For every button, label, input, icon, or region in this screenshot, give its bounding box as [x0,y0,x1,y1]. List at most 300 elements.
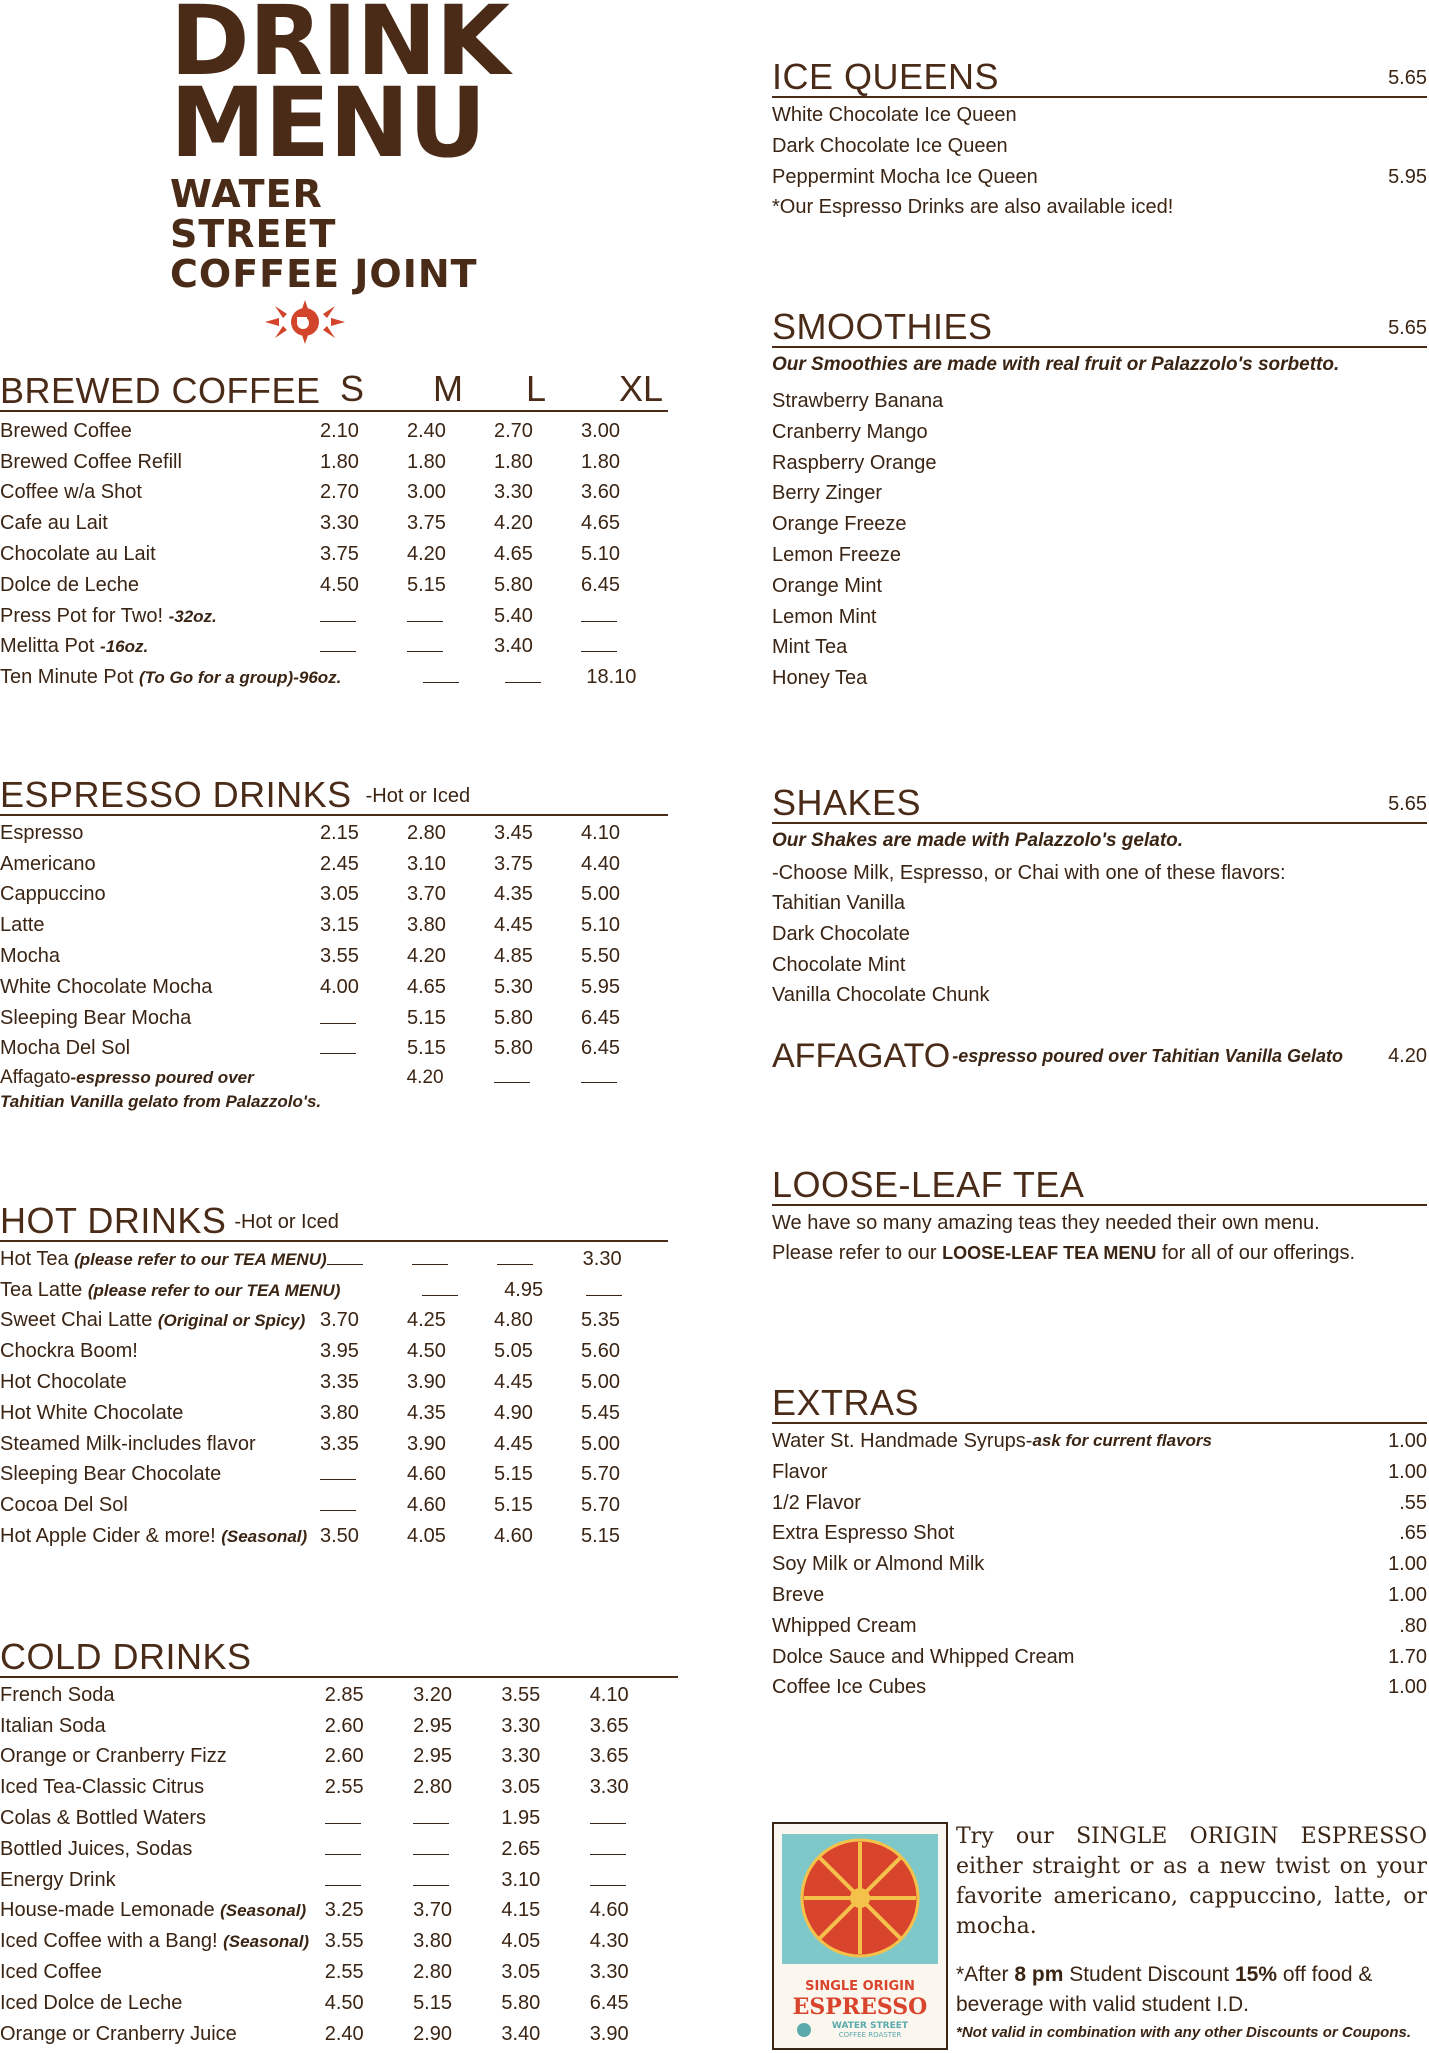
price-xl: 3.30 [589,1961,629,1984]
item-name [0,420,320,443]
price-s: 3.55 [319,945,359,968]
item-label: Vanilla Chocolate Chunk [772,984,990,1007]
item-label: Cranberry Mango [772,420,928,443]
price-dash [407,605,494,628]
brewed-coffee-title: BREWED COFFEE [0,370,321,411]
price-s: 3.25 [324,1899,364,1922]
price-m: 5.15 [406,1037,446,1060]
price-dash [581,635,668,658]
item-label: Italian Soda [0,1714,106,1737]
badge-line4: COFFEE ROASTER [838,2031,902,2039]
item-label: Ten Minute Pot [0,666,139,689]
menu-row [0,972,668,1003]
price-dash-line [407,639,443,652]
price-m: 3.90 [406,1371,446,1394]
logo-line-coffee-joint: COFFEE JOINT [170,252,478,296]
item-name [0,451,320,474]
promo-espresso-text: Try our SINGLE ORIGIN ESPRESSO either straight or as a new twist on your favorite americano, cappuccino, latte, or mocha. [956,1824,1427,1939]
item-price: 1.00 [1388,1583,1427,1606]
item-name [0,1715,325,1738]
list-item [772,980,1427,1011]
single-origin-promo [772,1822,1427,2048]
item-label: Lemon Freeze [772,543,901,566]
espresso-title: ESPRESSO DRINKS [0,774,352,815]
item-label: Dark Chocolate [772,922,910,945]
price-dash-line [325,1842,361,1855]
item-note: -16oz. [100,637,149,657]
list-item [772,1518,1427,1549]
item-label: Energy Drink [0,1868,116,1891]
item-price: .65 [1399,1522,1427,1545]
price-l: 1.95 [501,1807,541,1830]
price-dash-line [423,670,459,683]
loose-leaf-tea-title: LOOSE-LEAF TEA [772,1164,1085,1205]
item-price: 1.00 [1388,1430,1427,1452]
price-dash [413,1807,501,1830]
cold-drinks-header [0,1636,678,1678]
price-xl: 5.70 [581,1494,620,1517]
tea-line2 [772,1238,1427,1268]
price-dash [581,605,668,628]
item-label: Mint Tea [772,636,848,659]
price-xl: 3.65 [589,1745,629,1768]
price-dash-line [590,1873,626,1886]
shakes-price: 5.65 [1388,793,1427,815]
menu-row [0,1680,678,1711]
item-name [0,1776,325,1799]
item-name [0,976,320,999]
menu-row [0,570,668,601]
item-note: (please refer to our TEA MENU) [87,1280,341,1300]
price-xl: 4.30 [589,1930,629,1953]
item-label: Chocolate Mint [772,953,906,976]
item-label: Soy Milk or Almond Milk [772,1553,985,1576]
price-s: 1.80 [319,450,359,473]
price-m: 3.90 [406,1432,446,1455]
menu-row [0,1306,668,1337]
item-note: (Seasonal) [223,1932,310,1952]
price-m: 4.20 [406,945,446,968]
menu-row [0,1865,678,1896]
menu-row [0,1490,668,1521]
item-name [0,1402,320,1425]
shakes-title: SHAKES [772,782,922,823]
price-dash [325,1838,413,1861]
extras-header [772,1382,1427,1424]
price-dash [413,1869,501,1892]
item-label: Melitta Pot [0,635,101,658]
hot-drinks-header [0,1200,668,1242]
menu-row [0,447,668,478]
item-label: Strawberry Banana [772,390,944,412]
price-s: 4.50 [319,573,359,596]
menu-row [0,1803,678,1834]
item-name [0,1279,340,1302]
item-label: Whipped Cream [772,1614,917,1637]
price-xl: 4.60 [589,1899,629,1922]
item-name [0,1309,320,1332]
menu-row [0,941,668,972]
price-s: 4.00 [319,975,359,998]
price-xl: 3.30 [589,1776,629,1799]
espresso-affagato-price: 4.20 [406,1067,444,1089]
item-label: Iced Tea-Classic Citrus [0,1776,205,1799]
price-s: 3.55 [324,1930,364,1953]
item-label: Hot Chocolate [0,1371,127,1394]
hot-drinks-title: HOT DRINKS [0,1200,227,1241]
list-item [772,950,1427,981]
price-s: 2.85 [324,1683,364,1706]
menu-row [0,478,668,509]
brewed-coffee-header [0,370,668,412]
price-m: 2.80 [406,821,446,844]
item-label: Breve [772,1583,825,1606]
price-m: 5.15 [413,1991,452,2014]
price-l: 5.05 [494,1340,533,1363]
item-price: 1.00 [1388,1676,1427,1699]
price-l: 5.15 [494,1463,533,1486]
price-dash [320,635,407,658]
smoothies-title: SMOOTHIES [772,306,993,347]
cold-drinks-title: COLD DRINKS [0,1636,252,1677]
tea-line2c: for all of our offerings. [1156,1242,1356,1264]
item-label: Extra Espresso Shot [772,1522,955,1545]
item-name [0,1684,325,1707]
price-dash [320,1463,407,1486]
item-label: Bottled Juices, Sodas [0,1837,193,1860]
menu-row [0,632,668,663]
price-xl: 6.45 [581,1006,620,1029]
price-xl: 5.60 [581,1340,620,1363]
price-m: 3.80 [406,914,446,937]
price-l: 5.80 [501,1991,541,2014]
price-dash-line [505,670,541,683]
item-label: Lemon Mint [772,605,877,628]
price-xl: 3.90 [589,2022,629,2045]
price-l: 5.80 [494,573,533,596]
price-m: 2.95 [413,1714,452,1737]
item-name [0,1037,320,1060]
item-label: Coffee Ice Cubes [772,1676,927,1699]
price-dash [590,1807,678,1830]
badge-line2: ESPRESSO [792,1994,928,2020]
price-dash-line [581,609,617,622]
menu-row [0,818,668,849]
size-l-label: L [526,368,547,409]
item-name [0,635,320,658]
price-m: 2.80 [413,1776,452,1799]
price-dash-line [320,1498,356,1511]
item-label: Berry Zinger [772,482,883,505]
price-dash-line [590,1811,626,1824]
list-item [772,919,1427,950]
price-s: 3.15 [319,914,359,937]
price-s: 3.35 [319,1432,359,1455]
price-l: 3.45 [494,821,533,844]
price-s: 2.55 [324,1776,364,1799]
item-name [0,1930,325,1953]
menu-row [0,1834,678,1865]
item-name [0,1433,320,1456]
espresso-subtitle: -Hot or Iced [365,785,471,807]
price-m: 3.20 [413,1683,452,1706]
price-dash [320,605,407,628]
price-l: 5.15 [494,1494,533,1517]
price-dash-line [413,1842,449,1855]
item-label: Americano [0,852,96,875]
menu-row [0,508,668,539]
hot-drinks-list [0,1244,668,1552]
item-label: Hot White Chocolate [0,1401,184,1424]
price-m: 3.70 [406,883,446,906]
price-l: 3.30 [501,1714,541,1737]
item-label: Orange Freeze [772,513,907,536]
price-m: 2.80 [413,1961,452,1984]
item-label: Cocoa Del Sol [0,1494,128,1517]
brewed-coffee-section [0,370,668,693]
item-label: Dark Chocolate Ice Queen [772,134,1008,157]
item-label: Coffee w/a Shot [0,481,142,504]
price-l: 3.30 [494,481,533,504]
promo-t2a: *After [956,1963,1015,1986]
price-dash-line [327,1252,363,1265]
item-name [0,481,320,504]
price-s: 2.70 [319,481,359,504]
price-m: 3.75 [406,512,446,535]
item-label: Raspberry Orange [772,451,937,474]
price-l: 3.75 [494,852,533,875]
single-origin-badge [772,1822,948,2050]
price-m: 2.40 [406,419,446,442]
item-note: (Original or Spicy) [157,1311,306,1331]
price-m: 4.35 [406,1401,446,1424]
item-label: 1/2 Flavor [772,1491,861,1514]
price-s: 2.45 [319,852,359,875]
shakes-header [772,782,1427,824]
price-dash-line [422,1283,458,1296]
price-l: 4.65 [494,543,533,566]
price-m: 3.00 [406,481,446,504]
price-m: 5.15 [406,573,446,596]
affagato-note: -espresso poured over Tahitian Vanilla Gelato [952,1045,1343,1066]
menu-row [0,1034,668,1065]
menu-row [0,1742,678,1773]
price-dash [412,1248,497,1271]
list-item [772,1580,1427,1611]
price-dash-line [320,609,356,622]
badge-line1: SINGLE ORIGIN [805,1979,915,1994]
smoothies-note: Our Smoothies are made with real fruit or Palazzolo's sorbetto. [772,354,1340,375]
price-m: 4.25 [406,1309,446,1332]
item-label: Sweet Chai Latte [0,1309,158,1332]
menu-row [0,1926,678,1957]
price-dash [325,1869,413,1892]
affagato-price: 4.20 [1388,1044,1427,1067]
smoothies-list [772,386,1427,694]
list-item [772,571,1427,602]
menu-row [0,1429,668,1460]
item-name [0,1371,320,1394]
price-m: 1.80 [406,450,446,473]
ice-queens-section [772,56,1427,223]
price-m: 3.10 [406,852,446,875]
price-s: 2.15 [319,821,359,844]
price-dash [497,1248,582,1271]
price-dash [320,1007,407,1030]
extras-section [772,1382,1427,1703]
item-label: Press Pot for Two! [0,604,169,627]
price-l: 5.30 [494,975,533,998]
price-s: 3.75 [319,543,359,566]
menu-row [0,1896,678,1927]
menu-row [0,880,668,911]
logo-line-menu: MENU [170,67,486,179]
list-item [772,602,1427,633]
menu-row [0,1275,668,1306]
item-label: Dolce de Leche [0,573,139,596]
item-label: Steamed Milk-includes flavor [0,1432,256,1455]
item-name [0,1007,320,1030]
item-name [0,574,320,597]
list-item [772,100,1427,131]
price-dash-line [590,1842,626,1855]
price-s: 2.10 [319,419,359,442]
price-xl: 4.10 [581,821,620,844]
menu-row [0,1521,668,1552]
item-note: (please refer to our TEA MENU) [74,1249,327,1269]
price-s: 3.30 [319,512,359,535]
price-l: 3.30 [501,1745,541,1768]
item-price: .80 [1399,1614,1427,1637]
price-s: 3.05 [319,883,359,906]
menu-row [0,1711,678,1742]
item-price: 5.95 [1388,165,1427,188]
shakes-section [772,782,1427,1011]
item-label: Chockra Boom! [0,1340,138,1363]
list-item [772,1426,1427,1457]
price-dash-line [413,1873,449,1886]
espresso-affagato-note2: Tahitian Vanilla gelato from Palazzolo's. [0,1092,322,1112]
item-label: Espresso [0,821,84,844]
price-xl: 6.45 [581,573,620,596]
menu-row [0,539,668,570]
list-item [772,1611,1427,1642]
price-xl: 6.45 [581,1037,620,1060]
price-s: 3.35 [319,1371,359,1394]
promo-t2e: off food & beverage with valid student I.D. [956,1963,1373,2016]
item-name [0,1869,325,1892]
sun-cup-icon [265,300,500,349]
price-l: 1.80 [494,450,533,473]
list-item [772,888,1427,919]
price-m: 5.15 [406,1006,446,1029]
list-item [772,1672,1427,1703]
price-xl: 3.00 [581,419,620,442]
item-label: Honey Tea [772,667,868,690]
list-item [772,663,1427,694]
espresso-affagato-note1: -espresso poured over [70,1068,254,1088]
ice-queens-header [772,56,1427,98]
badge-line3: WATER STREET [831,2021,909,2031]
price-dash [505,666,587,689]
tea-menu-ref: LOOSE-LEAF TEA MENU [942,1243,1157,1263]
logo-line-water-street: WATER STREET [170,172,337,256]
loose-leaf-tea-text [772,1208,1427,1268]
item-label: Iced Coffee [0,1961,102,1984]
affagato-section [772,1034,1427,1078]
item-label: Tea Latte [0,1278,88,1301]
promo-student-discount [956,1960,1427,2020]
item-label: Brewed Coffee Refill [0,450,182,473]
price-dash-line [325,1873,361,1886]
item-name [0,1340,320,1363]
item-name [0,2023,325,2046]
menu-row [0,1367,668,1398]
price-xl: 5.35 [581,1309,620,1332]
list-item [772,1642,1427,1673]
item-label: Dolce Sauce and Whipped Cream [772,1645,1075,1668]
price-m: 4.20 [406,543,446,566]
item-label: Orange Mint [772,574,883,597]
item-name [0,605,320,628]
ice-queens-title: ICE QUEENS [772,56,1000,97]
price-l: 3.55 [501,1683,541,1706]
item-name [0,1961,325,1984]
menu-row [0,1336,668,1367]
price-xl: 5.15 [581,1525,620,1548]
promo-text [944,1822,1427,2041]
tea-line2a: Please refer to our [772,1242,943,1264]
list-item [772,192,1427,223]
ice-queens-price: 5.65 [1388,67,1427,89]
item-label: Sleeping Bear Chocolate [0,1463,222,1486]
item-name [0,1838,325,1861]
price-m: 3.70 [413,1899,452,1922]
price-xl: 5.00 [581,1371,620,1394]
list-item [772,1488,1427,1519]
list-item [772,448,1427,479]
list-item [772,131,1427,162]
price-dash [320,1037,407,1060]
price-xl: 4.10 [589,1683,629,1706]
size-xl-label: XL [619,368,664,409]
price-l: 4.05 [501,1930,541,1953]
item-name [0,914,320,937]
espresso-header [0,774,668,816]
price-dash-line [320,1011,356,1024]
price-dash-line [320,1041,356,1054]
promo-disclaimer: *Not valid in combination with any other Discounts or Coupons. [956,2024,1412,2041]
price-l: 4.90 [494,1401,533,1424]
logo [170,0,510,349]
price-l: 3.40 [494,635,533,658]
menu-row [0,1003,668,1034]
item-label: Flavor [772,1460,828,1483]
espresso-affagato-name: Affagato [0,1067,71,1089]
price-s: 3.50 [319,1525,359,1548]
price-l: 4.20 [494,512,533,535]
price-l: 4.45 [494,1432,533,1455]
price-l: 5.40 [494,604,533,627]
price-l: 3.10 [501,1868,541,1891]
price-xl: 5.45 [581,1401,620,1424]
price-dash-line [581,639,617,652]
item-label: Water St. Handmade Syrups- [772,1430,1033,1452]
price-l: 2.65 [501,1837,541,1860]
price-xl: 6.45 [589,1991,629,2014]
price-s: 2.60 [324,1745,364,1768]
list-item [772,162,1427,193]
